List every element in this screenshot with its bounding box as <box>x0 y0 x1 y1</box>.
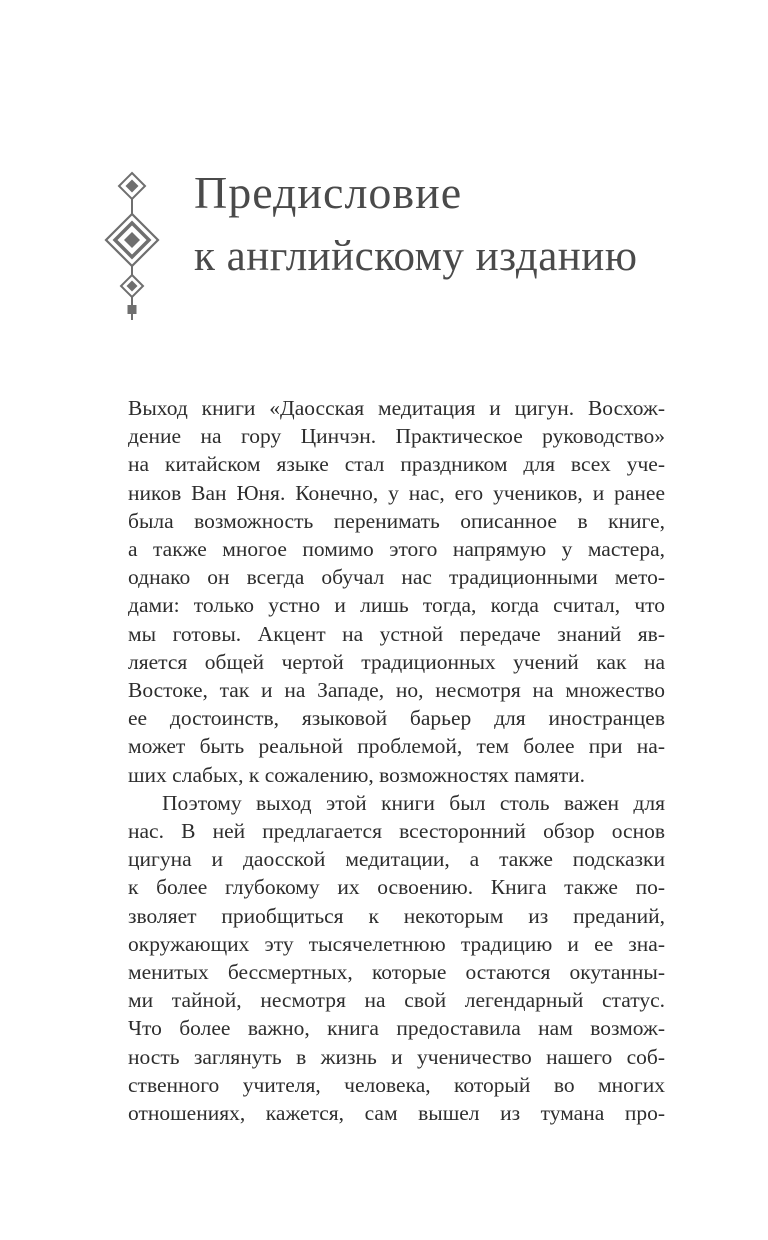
text-line: ших слабых, к сожалению, возможностях памяти. <box>128 762 586 787</box>
paragraph <box>128 789 665 1127</box>
text-line: ми тайной, несмотря на свой легендарный статус. <box>128 988 665 1013</box>
text-line: к более глубокому их освоению. Книга также по- <box>128 875 665 900</box>
text-line: дение на гору Цинчэн. Практическое руководство» <box>128 424 665 449</box>
text-line: нас. В ней предлагается всесторонний обзор основ <box>128 819 665 844</box>
text-line: ность заглянуть в жизнь и ученичество нашего соб- <box>128 1044 665 1069</box>
text-line: окружающих эту тысячелетнюю традицию и ее зна- <box>128 931 665 956</box>
body-text <box>128 394 665 1127</box>
text-line: цигуна и даосской медитации, а также подсказки <box>128 847 665 872</box>
text-line: ее достоинств, языковой барьер для иностранцев <box>128 706 665 731</box>
text-line: отношениях, кажется, сам вышел из тумана про- <box>128 1101 665 1126</box>
text-line: а также многое помимо этого напрямую у мастера, <box>128 537 665 562</box>
chapter-title-line2: к английскому изданию <box>194 233 638 280</box>
text-line: зволяет приобщиться к некоторым из преданий, <box>128 903 665 928</box>
text-line: была возможность перенимать описанное в книге, <box>128 508 665 533</box>
diamond-ornament-icon <box>102 166 162 328</box>
text-line: Поэтому выход этой книги был столь важен для <box>162 790 665 815</box>
text-line: мы готовы. Акцент на устной передаче знаний яв- <box>128 621 665 646</box>
text-line: может быть реальной проблемой, тем более при на- <box>128 734 665 759</box>
chapter-header <box>102 166 637 328</box>
text-line: дами: только устно и лишь тогда, когда считал, что <box>128 593 665 618</box>
text-line: Что более важно, книга предоставила нам возмож- <box>128 1016 665 1041</box>
text-line: ственного учителя, человека, который во многих <box>128 1072 665 1097</box>
text-line: Востоке, так и на Западе, но, несмотря на множество <box>128 678 665 703</box>
text-line: на китайском языке стал праздником для всех уче- <box>128 452 665 477</box>
chapter-title <box>194 167 638 280</box>
chapter-title-line1: Предисловие <box>194 167 463 218</box>
text-line: ников Ван Юня. Конечно, у нас, его учеников, и ранее <box>128 480 665 505</box>
text-line: однако он всегда обучал нас традиционными мето- <box>128 565 665 590</box>
paragraph <box>128 394 665 789</box>
text-line: Выход книги «Даосская медитация и цигун. Восхож- <box>128 396 665 420</box>
text-line: ляется общей чертой традиционных учений как на <box>128 649 665 674</box>
text-line: менитых бессмертных, которые остаются окутанны- <box>128 960 665 985</box>
